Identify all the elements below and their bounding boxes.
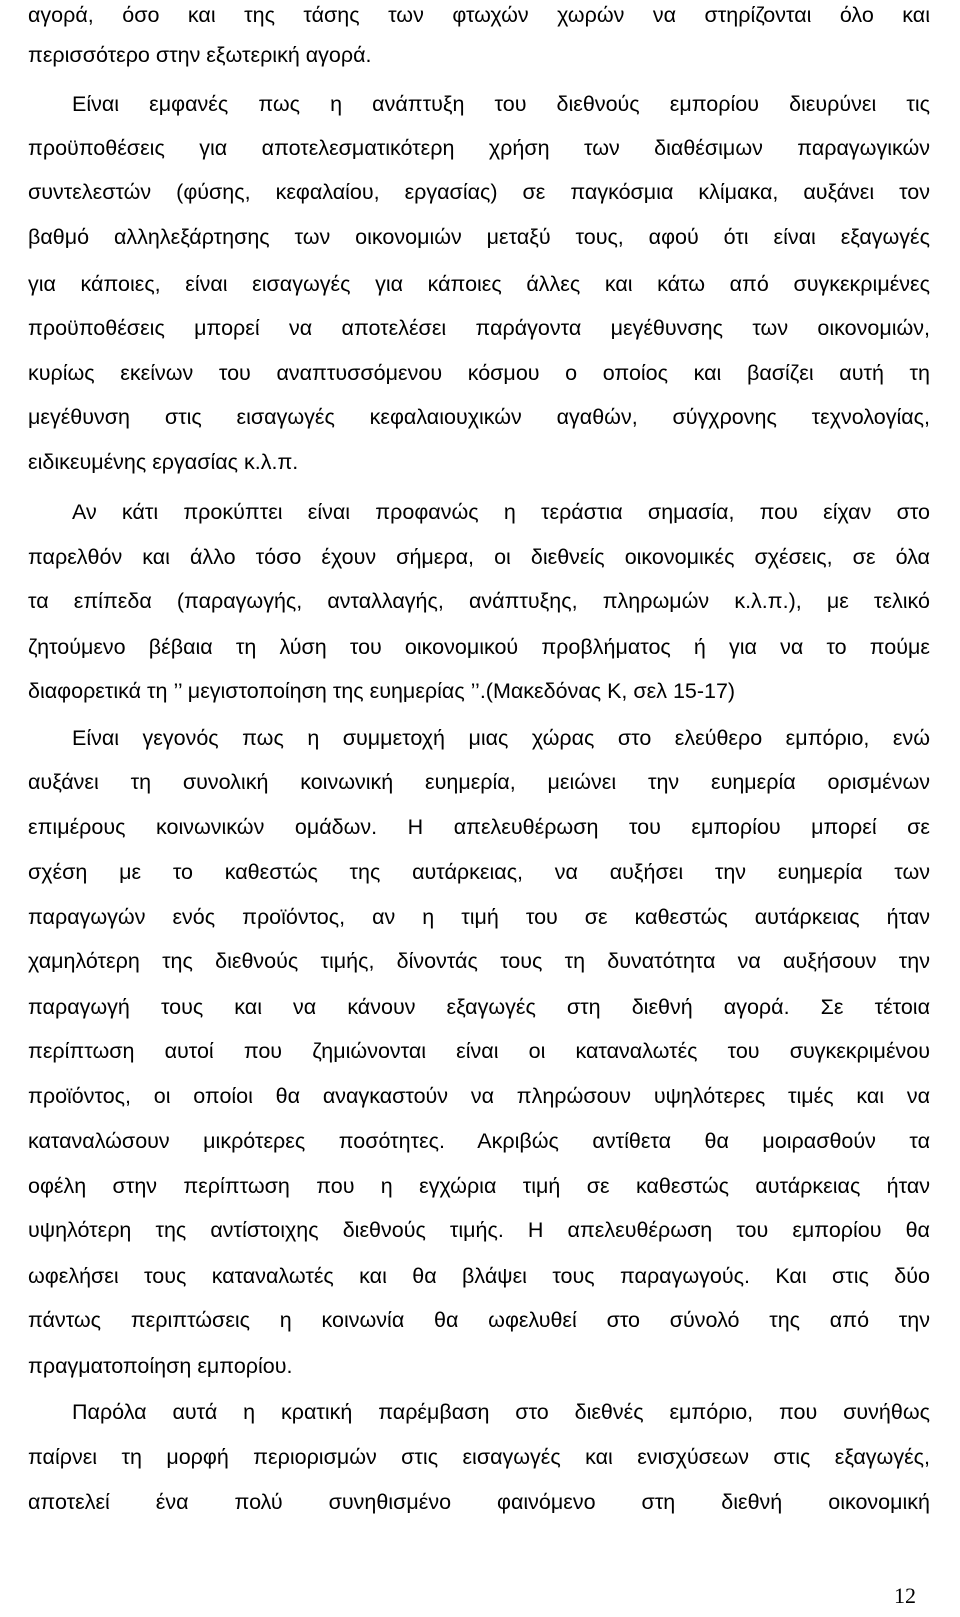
text-line: περισσότερο στην εξωτερική αγορά. xyxy=(28,43,372,67)
text-line: παραγωγή τους και να κάνουν εξαγωγές στη διεθνή αγορά. Σε τέτοια xyxy=(28,995,930,1019)
page-number: 12 xyxy=(894,1583,916,1608)
text-line: χαμηλότερη της διεθνούς τιμής, δίνοντάς τους τη δυνατότητα να αυξήσουν την xyxy=(28,949,930,973)
text-line: Είναι γεγονός πως η συμμετοχή μιας χώρας στο ελεύθερο εμπόριο, ενώ xyxy=(72,726,930,750)
text-line: πραγματοποίηση εμπορίου. xyxy=(28,1354,293,1378)
text-line: οφέλη στην περίπτωση που η εγχώρια τιμή σε καθεστώς αυτάρκειας ήταν xyxy=(28,1174,930,1198)
text-line: ειδικευμένης εργασίας κ.λ.π. xyxy=(28,450,299,474)
text-line: κυρίως εκείνων του αναπτυσσόμενου κόσμου ο οποίος και βασίζει αυτή τη xyxy=(28,361,930,385)
text-line: για κάποιες, είναι εισαγωγές για κάποιες άλλες και κάτω από συγκεκριμένες xyxy=(28,272,930,296)
text-line: Αν κάτι προκύπτει είναι προφανώς η τεράστια σημασία, που είχαν στο xyxy=(72,500,930,524)
text-line: τα επίπεδα (παραγωγής, ανταλλαγής, ανάπτυξης, πληρωμών κ.λ.π.), με τελικό xyxy=(28,589,930,613)
text-line: παίρνει τη μορφή περιορισμών στις εισαγωγές και ενισχύσεων στις εξαγωγές, xyxy=(28,1445,930,1469)
text-line: υψηλότερη της αντίστοιχης διεθνούς τιμής. Η απελευθέρωση του εμπορίου θα xyxy=(28,1218,930,1242)
text-line: αγορά, όσο και της τάσης των φτωχών χωρών να στηρίζονται όλο και xyxy=(28,3,930,27)
text-line: παρελθόν και άλλο τόσο έχουν σήμερα, οι διεθνείς οικονομικές σχέσεις, σε όλα xyxy=(28,545,930,569)
text-line: προϋποθέσεις μπορεί να αποτελέσει παράγοντα μεγέθυνσης των οικονομιών, xyxy=(28,316,930,340)
text-line: Παρόλα αυτά η κρατική παρέμβαση στο διεθνές εμπόριο, που συνήθως xyxy=(72,1400,930,1424)
text-line: συντελεστών (φύσης, κεφαλαίου, εργασίας) σε παγκόσμια κλίμακα, αυξάνει τον xyxy=(28,180,930,204)
text-line: αυξάνει τη συνολική κοινωνική ευημερία, μειώνει την ευημερία ορισμένων xyxy=(28,770,930,794)
text-line: Είναι εμφανές πως η ανάπτυξη του διεθνούς εμπορίου διευρύνει τις xyxy=(72,92,930,116)
text-line: ωφελήσει τους καταναλωτές και θα βλάψει τους παραγωγούς. Και στις δύο xyxy=(28,1264,930,1288)
text-line: ζητούμενο βέβαια τη λύση του οικονομικού προβλήματος ή για να το πούμε xyxy=(28,635,930,659)
text-line: προϊόντος, οι οποίοι θα αναγκαστούν να πληρώσουν υψηλότερες τιμές και να xyxy=(28,1084,930,1108)
text-line: περίπτωση αυτοί που ζημιώνονται είναι οι καταναλωτές του συγκεκριμένου xyxy=(28,1039,930,1063)
text-line: μεγέθυνση στις εισαγωγές κεφαλαιουχικών αγαθών, σύγχρονης τεχνολογίας, xyxy=(28,405,930,429)
text-line: πάντως περιπτώσεις η κοινωνία θα ωφελυθεί στο σύνολό της από την xyxy=(28,1308,930,1332)
text-line: σχέση με το καθεστώς της αυτάρκειας, να αυξήσει την ευημερία των xyxy=(28,860,930,884)
text-line: επιμέρους κοινωνικών ομάδων. Η απελευθέρωση του εμπορίου μπορεί σε xyxy=(28,815,930,839)
text-line: βαθμό αλληλεξάρτησης των οικονομιών μεταξύ τους, αφού ότι είναι εξαγωγές xyxy=(28,225,930,249)
text-line: αποτελεί ένα πολύ συνηθισμένο φαινόμενο στη διεθνή οικονομική xyxy=(28,1490,930,1514)
text-line: καταναλώσουν μικρότερες ποσότητες. Ακριβώς αντίθετα θα μοιρασθούν τα xyxy=(28,1129,930,1153)
text-line: παραγωγών ενός προϊόντος, αν η τιμή του σε καθεστώς αυτάρκειας ήταν xyxy=(28,905,930,929)
text-line: προϋποθέσεις για αποτελεσματικότερη χρήση των διαθέσιμων παραγωγικών xyxy=(28,136,930,160)
text-line: διαφορετικά τη ’’ μεγιστοποίηση της ευημερίας ’’.(Μακεδόνας Κ, σελ 15-17) xyxy=(28,679,736,703)
